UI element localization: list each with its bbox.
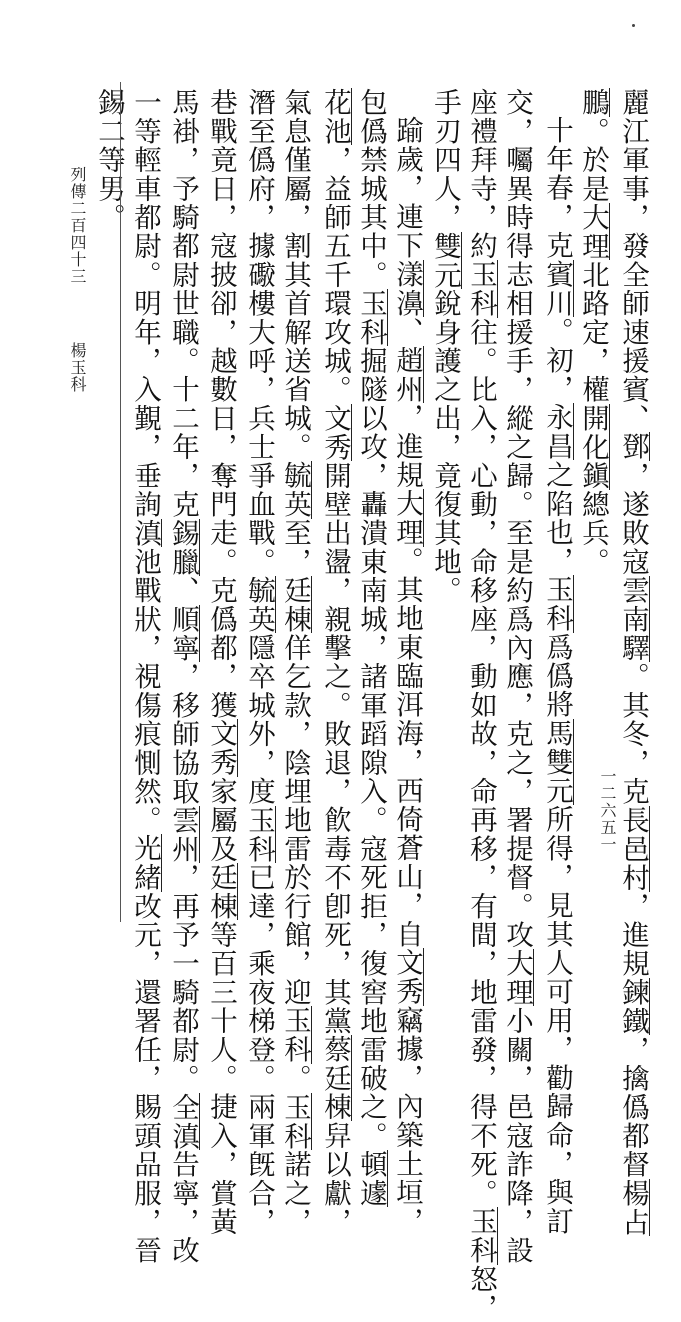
text-run: ，益師五千環攻城。 — [319, 145, 351, 404]
proper-noun: 永昌 — [541, 403, 573, 461]
text-column — [356, 88, 386, 1207]
text-column — [320, 88, 350, 1236]
text-run: 佯乞款，陰埋地雷於行館，迎 — [279, 633, 311, 1007]
text-column — [542, 116, 572, 1235]
text-run: 潛至僞府，據礮樓大呼，兵士爭血戰。 — [243, 88, 275, 576]
text-run: ，遂敗寇 — [617, 461, 649, 576]
proper-noun: 廷棟 — [279, 575, 311, 634]
proper-noun: 順寧 — [167, 604, 199, 663]
text-run: 、 — [391, 316, 423, 346]
text-run: ，再予一騎都尉。 — [167, 862, 199, 1093]
proper-noun: 蔡廷棟 — [319, 1035, 351, 1122]
proper-noun: 文秀 — [205, 719, 237, 777]
text-run: 掘隧以攻，轟潰東南城，諸軍蹈隙入。寇死拒，復窖地雷破之。 — [355, 346, 387, 1150]
proper-noun: 開化鎭 — [577, 403, 609, 490]
proper-noun: 文秀 — [391, 948, 423, 1006]
proper-noun: 馬雙元 — [541, 718, 573, 805]
proper-noun: 大理 — [577, 202, 609, 261]
chapter-label: 列傳二百四十三 — [68, 166, 87, 285]
text-column — [206, 88, 236, 1236]
proper-noun: 光緒 — [129, 834, 161, 892]
text-run: 銳身護之出，竟復其地。 — [429, 288, 461, 605]
text-run: 錫二等男。 — [93, 88, 125, 232]
text-run: 舁以獻， — [319, 1121, 351, 1237]
text-run: 氣息僅屬，割其首解送省城。 — [279, 88, 311, 462]
text-column — [392, 116, 422, 1235]
text-run: 怒， — [465, 1264, 497, 1322]
text-run: 包僞禁城其中。 — [355, 88, 387, 289]
proper-noun: 玉科 — [541, 575, 573, 633]
proper-noun: 鄧 — [617, 432, 649, 462]
text-column — [130, 88, 160, 1265]
text-run: 一等輕車都尉。明年，入覲，垂詢 — [129, 88, 161, 519]
text-run: 。初， — [541, 316, 573, 404]
proper-noun: 雙元 — [429, 231, 461, 289]
text-run: 。 — [279, 1063, 311, 1093]
proper-noun: 玉科 — [465, 260, 497, 318]
proper-noun: 雲州 — [167, 805, 199, 863]
text-column — [578, 88, 608, 576]
text-run: ，進規 — [617, 891, 649, 978]
text-column — [168, 88, 198, 1265]
text-run: 總兵。 — [577, 489, 609, 576]
text-run: 竊據，內築土垣， — [391, 1005, 423, 1236]
text-run: ，擒僞都督 — [617, 1035, 649, 1179]
text-run: 之陷也， — [541, 460, 573, 576]
text-run: ，進規 — [391, 403, 423, 490]
text-run: 、 — [167, 575, 199, 605]
text-run: 。其冬，克 — [617, 662, 649, 806]
proper-noun: 全滇 — [167, 1092, 199, 1150]
text-column — [280, 88, 310, 1236]
text-run: 開壁出盪，親擊之。敗退，飮毒不卽死，其黨 — [319, 461, 351, 1036]
text-run: ，移師協取 — [167, 662, 199, 806]
proper-noun: 玉科 — [279, 1006, 311, 1064]
text-run: 馬褂，予騎都尉世職。十二年，克 — [167, 88, 199, 519]
text-run: 交，囑異時得志相援手，縱之歸。至是約爲內應，克之，署提督。攻 — [501, 88, 533, 949]
text-run: 踰歲，連下 — [391, 116, 423, 260]
text-run: 隱卒城外，度 — [243, 633, 275, 806]
proper-noun: 滇 — [129, 518, 161, 548]
proper-noun: 毓英 — [279, 461, 311, 519]
proper-noun: 玉科 — [279, 1092, 311, 1150]
text-run: 。其地東臨洱海，西倚蒼山，自 — [391, 546, 423, 949]
proper-noun: 漾濞 — [391, 259, 423, 317]
text-run: 小關，邑寇詐降，設 — [501, 1006, 533, 1265]
proper-noun: 鍊鐵 — [617, 977, 649, 1036]
text-run: 所得，見其人可用，勸歸命，與訂 — [541, 804, 573, 1236]
page-number: 一二六五一 — [598, 768, 617, 853]
margin-rule — [120, 82, 121, 922]
proper-noun: 大理 — [501, 949, 533, 1007]
text-run: 往。比入，心動，命移座，動如故，命再移，有間，地雷發，得不死。 — [465, 317, 497, 1208]
proper-noun: 文秀 — [319, 403, 351, 462]
text-run: 十年春，克 — [541, 116, 573, 260]
scan-speck — [632, 24, 635, 27]
proper-noun: 鵬 — [577, 88, 609, 117]
proper-noun: 賓川 — [541, 259, 573, 317]
text-run: 家屬及 — [205, 776, 237, 863]
text-column — [618, 88, 648, 1236]
text-column — [466, 88, 496, 1322]
proper-noun: 玉科 — [355, 288, 387, 347]
text-run: 爲僞將 — [541, 632, 573, 719]
text-run: 手刃四人， — [429, 88, 461, 232]
text-run: 改元，還署任，賜頭品服，晉 — [129, 891, 161, 1265]
proper-noun: 頓遽 — [355, 1149, 387, 1208]
proper-noun: 錫臘 — [167, 518, 199, 576]
text-run: 麗江軍事，發全師速援賓、 — [617, 88, 649, 433]
proper-noun: 毓英 — [243, 575, 275, 634]
proper-noun: 長邑村 — [617, 805, 649, 892]
proper-noun: 雲南驛 — [617, 575, 649, 663]
text-run: 座禮拜寺，約 — [465, 88, 497, 261]
text-run: 。於是 — [577, 116, 609, 203]
text-run: 池戰狀，視傷痕惻然。 — [129, 547, 161, 835]
text-column — [502, 88, 532, 1265]
text-run: 諾之， — [279, 1149, 311, 1237]
proper-noun: 趙州 — [391, 345, 423, 404]
text-run: 至， — [279, 518, 311, 576]
proper-noun: 楊占 — [617, 1178, 649, 1237]
proper-noun: 花池 — [319, 88, 351, 146]
proper-noun: 玉科 — [465, 1207, 497, 1265]
proper-noun: 廷棟 — [205, 862, 237, 921]
text-column — [430, 88, 460, 605]
proper-noun: 玉科 — [243, 805, 275, 863]
text-run: 北路定，權 — [577, 260, 609, 404]
proper-noun: 大理 — [391, 489, 423, 547]
biography-name: 楊玉科 — [68, 342, 87, 393]
text-run: 巷戰竟日，寇披卻，越數日，奪門走。克僞都，獲 — [205, 88, 237, 720]
text-run: 已達，乘夜梯登。兩軍旣合， — [243, 862, 275, 1237]
text-run: 告寧，改 — [167, 1149, 199, 1265]
text-run: 等百三十人。捷入，賞黃 — [205, 920, 237, 1237]
text-column — [244, 88, 274, 1236]
